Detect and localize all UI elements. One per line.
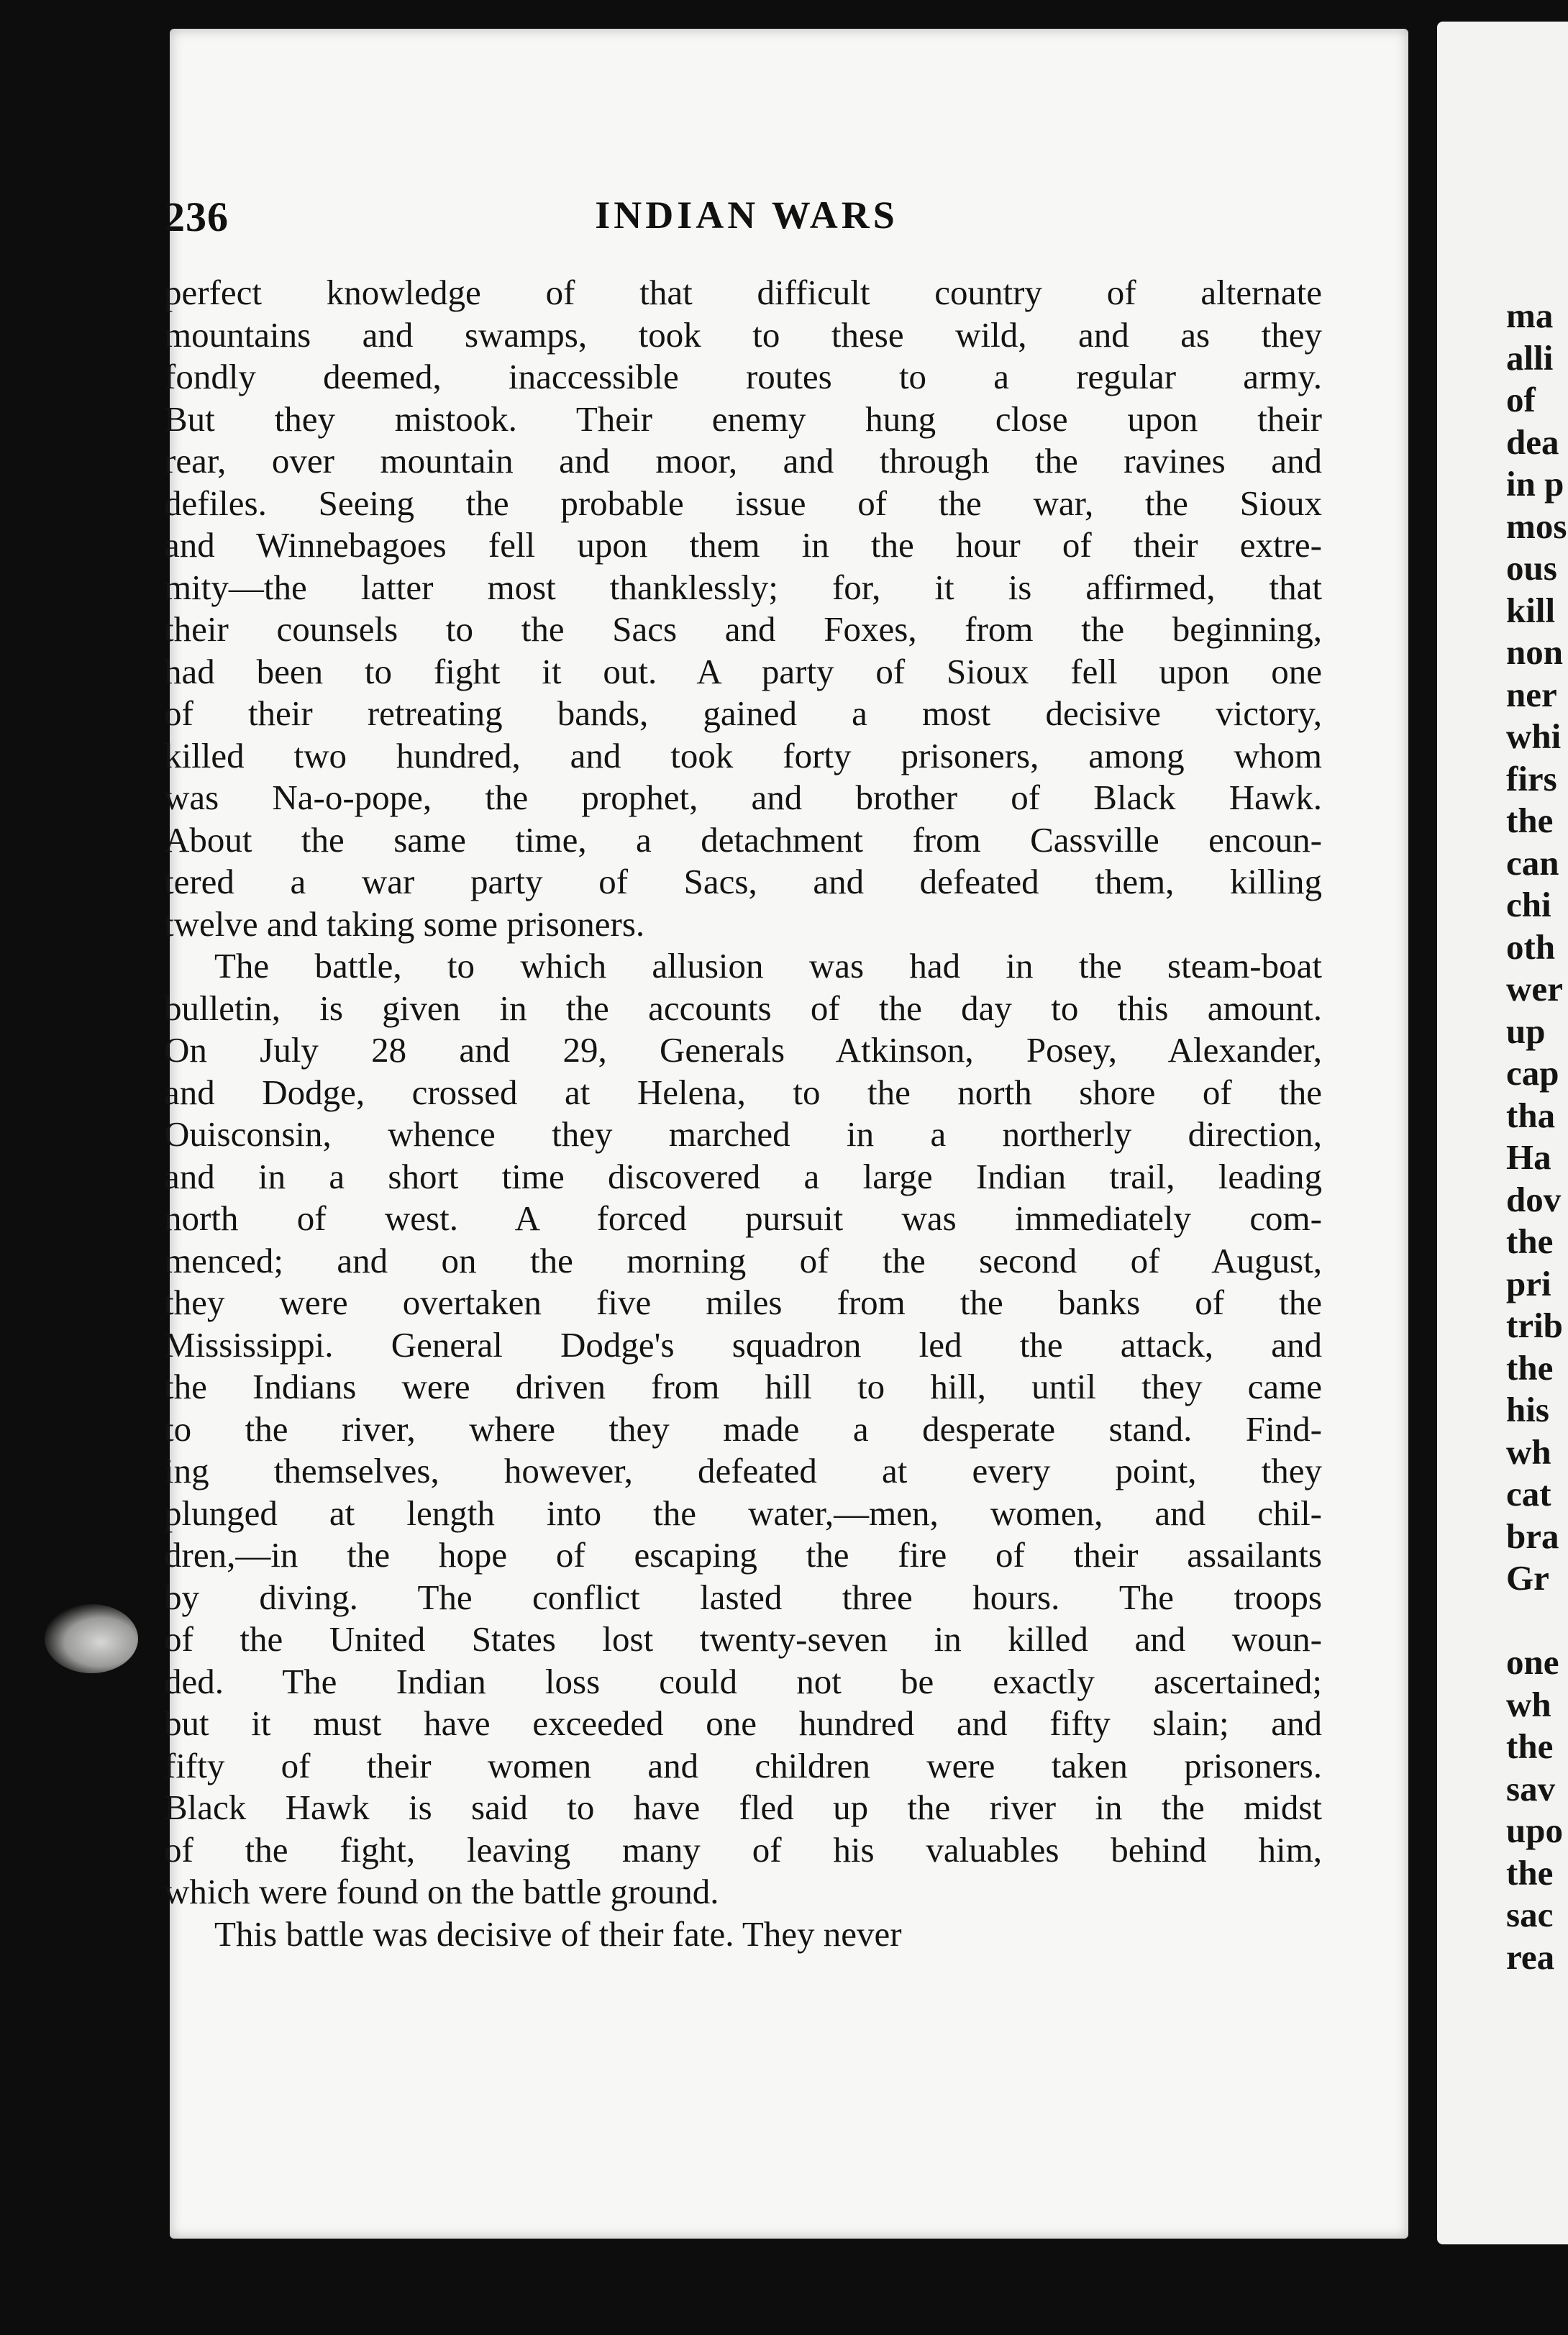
next-page-fragment: upo	[1506, 1811, 1564, 1850]
next-page-fragment: wer	[1506, 969, 1563, 1009]
next-page-fragment: in p	[1506, 464, 1564, 504]
next-page-fragment: the	[1506, 1347, 1554, 1388]
text-line: dren,—in the hope of escaping the fire of their assailants	[164, 1535, 1322, 1575]
text-line: ing themselves, however, defeated at every point, they	[164, 1451, 1322, 1490]
text-line: But they mistook. Their enemy hung close upon their	[164, 399, 1322, 439]
text-line: twelve and taking some prisoners.	[164, 903, 645, 944]
next-page-fragment: cat	[1506, 1474, 1551, 1514]
text-line: by diving. The conflict lasted three hours. The troops	[164, 1577, 1322, 1617]
text-line: their counsels to the Sacs and Foxes, from the beginning,	[164, 609, 1322, 649]
text-line: mity—the latter most thanklessly; for, it is affirmed, that	[164, 567, 1322, 607]
next-page-fragment: dea	[1506, 422, 1559, 462]
next-page-fragment: cap	[1506, 1053, 1559, 1093]
text-line: had been to fight it out. A party of Sioux fell upon one	[164, 651, 1322, 691]
next-page-fragment: bra	[1506, 1516, 1559, 1556]
text-line: of the fight, leaving many of his valuables behind him,	[164, 1829, 1322, 1870]
next-page-fragment: dov	[1506, 1179, 1562, 1219]
text-line: perfect knowledge of that difficult country of alternate	[164, 273, 1322, 312]
next-page-fragment: up	[1506, 1011, 1546, 1051]
next-page-fragment: tha	[1506, 1095, 1556, 1135]
next-page-fragment: of	[1506, 380, 1536, 419]
body-text	[164, 272, 1322, 1955]
next-page-fragment: non	[1506, 632, 1564, 672]
text-line: and Winnebagoes fell upon them in the hour of their extre-	[164, 525, 1322, 565]
next-page-edge	[1437, 22, 1568, 2244]
text-line: they were overtaken five miles from the banks of the	[164, 1283, 1322, 1322]
text-line: tered a war party of Sacs, and defeated them, killing	[164, 862, 1322, 901]
next-page-fragment: firs	[1506, 758, 1557, 798]
next-page-fragment: the	[1506, 801, 1554, 840]
next-page-fragment: whi	[1506, 716, 1562, 756]
text-line: the Indians were driven from hill to hill, until they came	[164, 1367, 1322, 1406]
text-line: Ouisconsin, whence they marched in a northerly direction,	[164, 1114, 1322, 1154]
next-page-fragment: sac	[1506, 1895, 1554, 1934]
next-page-text	[1506, 295, 1567, 1978]
text-line: which were found on the battle ground.	[164, 1872, 719, 1911]
text-line: but it must have exceeded one hundred and fifty slain; and	[164, 1703, 1322, 1743]
text-line: bulletin, is given in the accounts of the day to this amount.	[164, 988, 1322, 1028]
text-line: plunged at length into the water,—men, women, and chil-	[164, 1493, 1322, 1533]
next-page-fragment: can	[1506, 842, 1559, 883]
next-page-fragment: wh	[1506, 1684, 1551, 1724]
next-page-fragment: ner	[1506, 674, 1557, 714]
next-page-fragment: pri	[1506, 1263, 1551, 1303]
text-line: rear, over mountain and moor, and through the ravines and	[164, 441, 1322, 481]
text-line: and Dodge, crossed at Helena, to the north shore of the	[164, 1072, 1322, 1112]
margin-blot	[45, 1604, 138, 1673]
next-page-fragment: rea	[1506, 1936, 1555, 1977]
text-line: fondly deemed, inaccessible routes to a regular army.	[164, 357, 1322, 396]
running-head: INDIAN WARS	[595, 194, 898, 237]
next-page-fragment	[1506, 1600, 1567, 1642]
text-line: was Na-o-pope, the prophet, and brother of Black Hawk.	[164, 778, 1322, 817]
text-line: to the river, where they made a desperate stand. Find-	[164, 1408, 1322, 1449]
text-line: killed two hundred, and took forty prisoners, among whom	[164, 735, 1322, 775]
text-line: The battle, to which allusion was had in the steam-boat	[214, 946, 1322, 986]
page-number: 236	[164, 194, 229, 240]
text-line: On July 28 and 29, Generals Atkinson, Posey, Alexander,	[164, 1030, 1322, 1070]
text-line: About the same time, a detachment from Cassville encoun-	[164, 819, 1322, 860]
next-page-fragment: wh	[1506, 1432, 1551, 1472]
next-page-fragment: chi	[1506, 885, 1551, 924]
text-line: Black Hawk is said to have fled up the river in the midst	[164, 1788, 1322, 1827]
next-page-fragment: ma	[1506, 296, 1554, 335]
next-page-fragment: mos	[1506, 506, 1567, 546]
next-page-fragment: trib	[1506, 1306, 1563, 1345]
next-page-fragment: ous	[1506, 548, 1557, 588]
next-page-fragment: Gr	[1506, 1558, 1549, 1598]
next-page-fragment: the	[1506, 1726, 1554, 1766]
text-line: mountains and swamps, took to these wild, and as they	[164, 314, 1322, 355]
next-page-fragment: one	[1506, 1642, 1559, 1682]
text-line: fifty of their women and children were taken prisoners.	[164, 1745, 1322, 1785]
text-line: menced; and on the morning of the second of August,	[164, 1240, 1322, 1280]
next-page-fragment: his	[1506, 1390, 1549, 1429]
text-line: This battle was decisive of their fate. They never	[214, 1913, 902, 1954]
next-page-fragment: kill	[1506, 590, 1556, 630]
text-line: Mississippi. General Dodge's squadron led the attack, and	[164, 1324, 1322, 1365]
text-line: and in a short time discovered a large Indian trail, leading	[164, 1156, 1322, 1196]
next-page-fragment: Ha	[1506, 1137, 1551, 1177]
text-line: north of west. A forced pursuit was immediately com-	[164, 1198, 1322, 1238]
text-line: of their retreating bands, gained a most decisive victory,	[164, 693, 1322, 733]
text-line: ded. The Indian loss could not be exactly ascertained;	[164, 1661, 1322, 1701]
text-line: defiles. Seeing the probable issue of the war, the Sioux	[164, 483, 1322, 523]
next-page-fragment: sav	[1506, 1768, 1556, 1808]
page-header	[164, 186, 1315, 265]
text-line: of the United States lost twenty-seven in killed and woun-	[164, 1619, 1322, 1659]
next-page-fragment: oth	[1506, 927, 1556, 967]
next-page-fragment: the	[1506, 1221, 1554, 1261]
next-page-fragment: the	[1506, 1852, 1554, 1893]
next-page-fragment: alli	[1506, 337, 1554, 378]
